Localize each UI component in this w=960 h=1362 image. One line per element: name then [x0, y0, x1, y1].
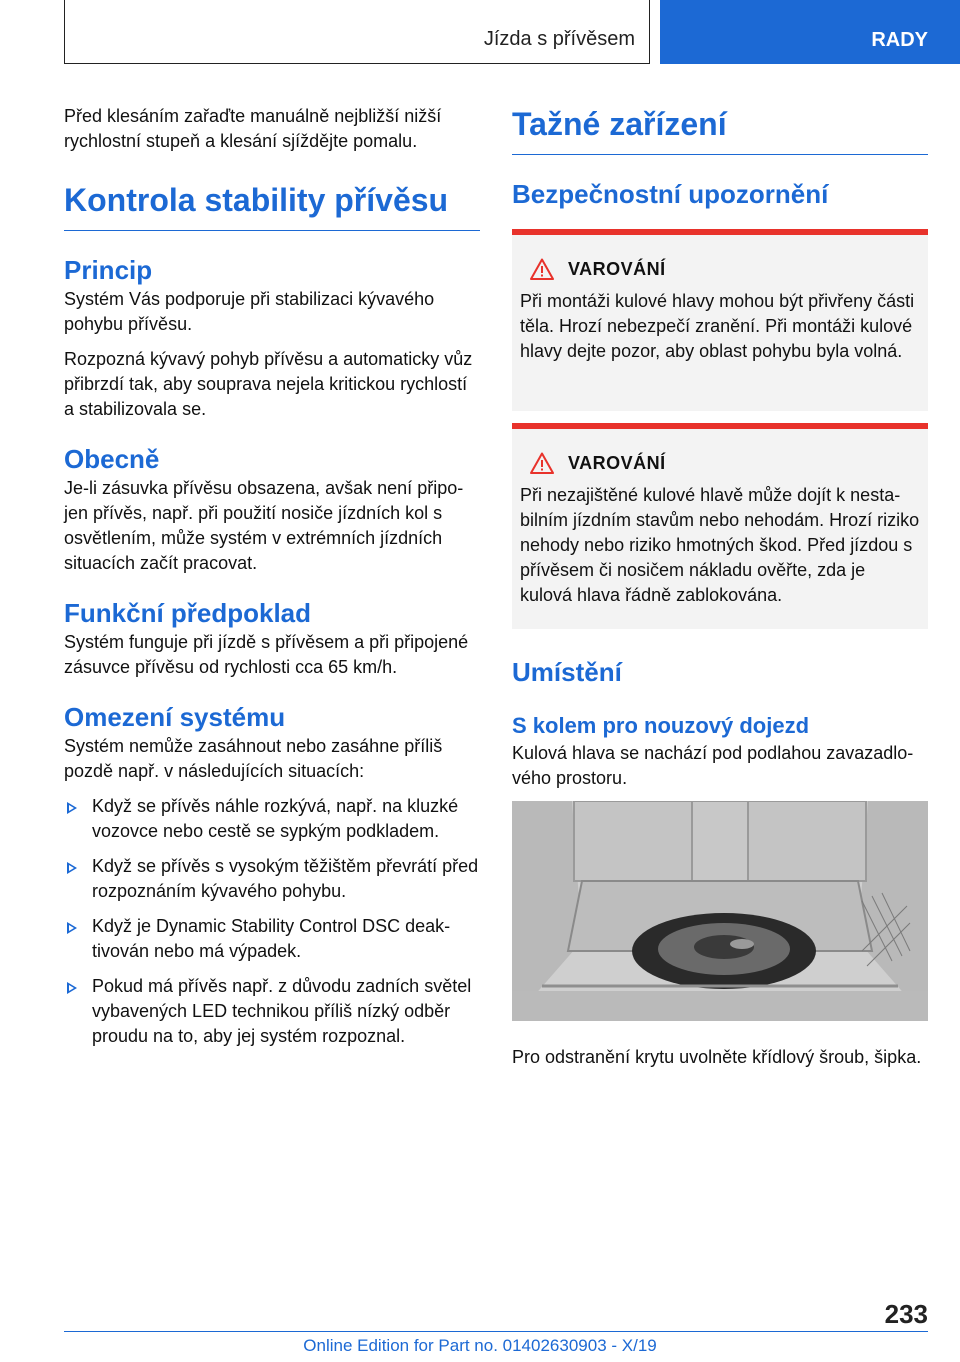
list-item-text: Když se přívěs náhle rozkývá, např. na kluzké vozovce nebo cestě se sypkým podkladem.	[92, 796, 459, 841]
heading-obecne: Obecně	[64, 444, 160, 474]
heading-princip: Princip	[64, 255, 153, 285]
list-item	[64, 794, 480, 844]
warning-label: VAROVÁNÍ	[568, 452, 666, 473]
section-title-stability: Kontrola stability přívěsu	[64, 180, 480, 231]
predpoklad-paragraph: Systém funguje při jízdě s přívěsem a při připojené zásuvce přívěsu od rychlosti cca 65 km/h.	[64, 632, 469, 677]
right-column	[512, 104, 928, 1080]
omezeni-list	[64, 794, 480, 1049]
footer-edition: Online Edition for Part no. 01402630903 - X/19	[303, 1336, 657, 1355]
list-item	[64, 974, 480, 1049]
intro-paragraph: Před klesáním zařaďte manuálně nejbližší nižší rychlostní stupeň a klesání sjíždějte pomalu.	[64, 106, 442, 151]
heading-omezeni: Omezení systému	[64, 702, 286, 732]
heading-predpoklad: Funkční předpoklad	[64, 598, 312, 628]
header-tab-label: RADY	[871, 29, 928, 51]
header-section-box	[64, 0, 650, 64]
bullet-triangle-icon	[67, 862, 77, 874]
warning-triangle-icon	[530, 258, 554, 280]
umisteni-paragraph: Kulová hlava se nachází pod podlahou zavazadlového prostoru.	[512, 743, 914, 788]
warning-text-1: Při montáži kulové hlavy mohou být přivřeny části těla. Hrozí nebezpečí zranění. Při montáži kulové hlavy dejte pozor, aby oblast pohybu byla volná.	[520, 291, 915, 361]
bullet-triangle-icon	[67, 922, 77, 934]
footer-divider	[64, 1331, 928, 1332]
warning-label: VAROVÁNÍ	[568, 258, 666, 279]
trunk-photo	[512, 801, 928, 1021]
warning-text-2: Při nezajištěné kulové hlavě může dojít k nestabilním jízdním stavům nebo nehodám. Hrozí riziko nehody nebo riziko hmotných škod. Před jízdou s přívěsem či nosičem nákladu ověřte, zda je kulová hlava řádně zablokována.	[520, 485, 920, 605]
header-tab[interactable]	[660, 0, 960, 64]
omezeni-paragraph: Systém nemůže zasáhnout nebo zasáhne příliš pozdě např. v následujících situacích:	[64, 736, 443, 781]
warning-header	[520, 255, 920, 283]
list-item-text: Pokud má přívěs např. z důvodu zadních světel vybavených LED technikou příliš nízký odběr proudu na to, aby jej systém rozpoznal.	[92, 976, 472, 1046]
list-item	[64, 854, 480, 904]
list-item-text: Když se přívěs s vysokým těžištěm převrátí před rozpoznáním kývavého pohybu.	[92, 856, 479, 901]
heading-safety: Bezpečnostní upozornění	[512, 179, 829, 209]
photo-caption: Pro odstranění krytu uvolněte křídlový šroub, šipka.	[512, 1047, 922, 1067]
bullet-triangle-icon	[67, 982, 77, 994]
princip-paragraph-2: Rozpozná kývavý pohyb přívěsu a automaticky vůz přibrzdí tak, aby souprava nejela kritickou rychlostí a stabilizovala se.	[64, 349, 473, 419]
left-column	[64, 104, 480, 1059]
list-item-text: Když je Dynamic Stability Control DSC deaktivován nebo má výpadek.	[92, 916, 451, 961]
header-section-title: Jízda s přívěsem	[483, 28, 635, 50]
bullet-triangle-icon	[67, 802, 77, 814]
section-title-towbar: Tažné zařízení	[512, 104, 928, 155]
warning-box-1	[512, 229, 928, 411]
warning-triangle-icon	[530, 452, 554, 474]
princip-paragraph-1: Systém Vás podporuje při stabilizaci kývavého pohybu přívěsu.	[64, 289, 435, 334]
heading-umisteni: Umístění	[512, 657, 622, 687]
obecne-paragraph: Je-li zásuvka přívěsu obsazena, avšak není připojen přívěs, např. při použití nosiče jízdních kol s osvětlením, může systém v extrémních jízdních situacích začít pracovat.	[64, 478, 464, 573]
trunk-illustration	[512, 801, 928, 1021]
warning-header	[520, 449, 920, 477]
list-item	[64, 914, 480, 964]
warning-box-2	[512, 423, 928, 629]
heading-spare-wheel: S kolem pro nouzový dojezd	[512, 713, 810, 738]
page-number: 233	[884, 1299, 928, 1329]
